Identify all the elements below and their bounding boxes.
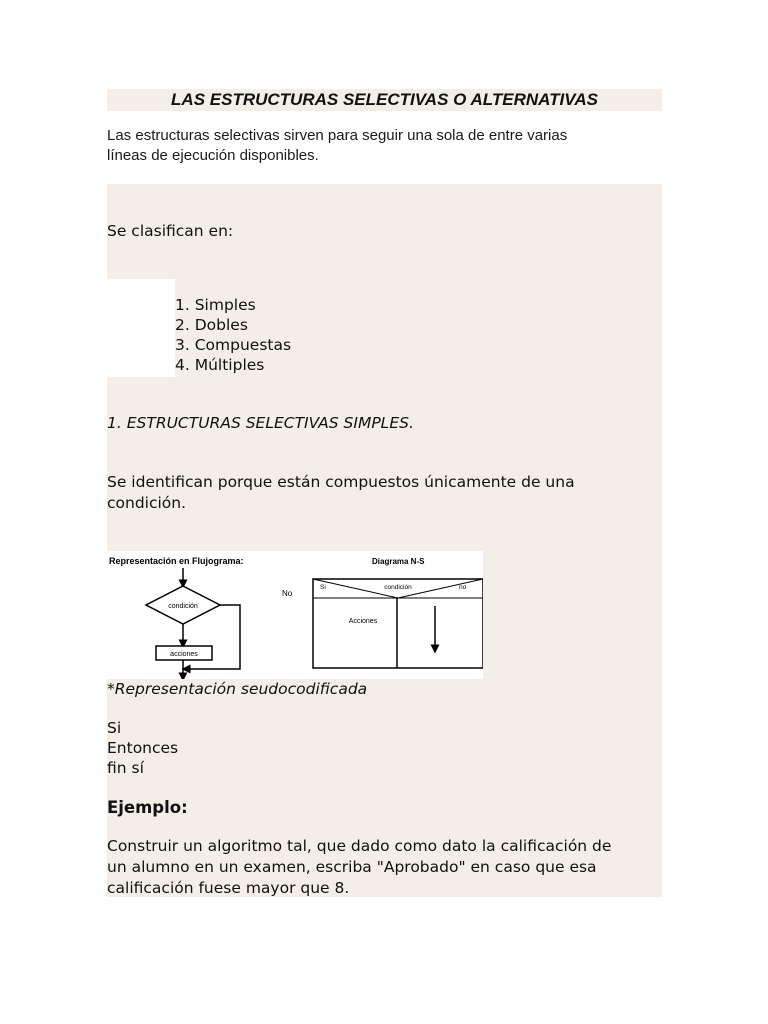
structure-types-list [175,295,291,375]
document-title: LAS ESTRUCTURAS SELECTIVAS O ALTERNATIVAS [107,89,662,111]
no-label: No [282,589,293,598]
list-item-compuestas: 3. Compuestas [175,336,292,354]
pseudocode-line-si: Si [107,719,122,737]
ns-condition-label: condición [384,584,412,591]
section-heading-simples: 1. ESTRUCTURAS SELECTIVAS SIMPLES. [107,414,414,432]
flow-actions-label: acciones [170,651,198,658]
section-description [107,472,662,514]
flow-condition-label: condición [168,603,198,610]
list-item-dobles: 2. Dobles [175,316,248,334]
section-description-line-1: Se identifican porque están compuestos únicamente de una [107,473,575,491]
ns-actions-label: Acciones [348,618,378,625]
section-description-line-2: condición. [107,494,187,512]
ns-box [313,579,483,668]
example-line-2: un alumno en un examen, escriba "Aprobado" en caso que esa [107,858,597,876]
intro-line-1: Las estructuras selectivas sirven para seguir una sola de entre varias [107,127,568,144]
classify-label: Se clasifican en: [107,222,234,240]
intro-line-2: líneas de ejecución disponibles. [107,147,319,164]
list-item-simples: 1. Simples [175,296,256,314]
pseudocode-heading: *Representación seudocodificada [107,680,368,698]
flowchart-title: Representación en Flujograma: [109,556,244,566]
ns-no-label: no [459,584,467,591]
example-heading: Ejemplo: [107,798,188,817]
list-item-multiples: 4. Múltiples [175,356,265,374]
example-line-3: calificación fuese mayor que 8. [107,879,350,897]
pseudocode-line-entonces: Entonces [107,739,179,757]
flowchart-figure [107,551,483,679]
ns-si-label: Si [320,584,326,591]
flowchart-diagram [107,551,483,679]
pseudocode-line-fin: fin sí [107,759,144,777]
intro-paragraph [107,126,667,166]
example-paragraph [107,836,667,899]
ns-title: Diagrama N-S [372,557,425,566]
pseudocode-lines [107,718,178,778]
example-line-1: Construir un algoritmo tal, que dado como dato la calificación de [107,837,612,855]
